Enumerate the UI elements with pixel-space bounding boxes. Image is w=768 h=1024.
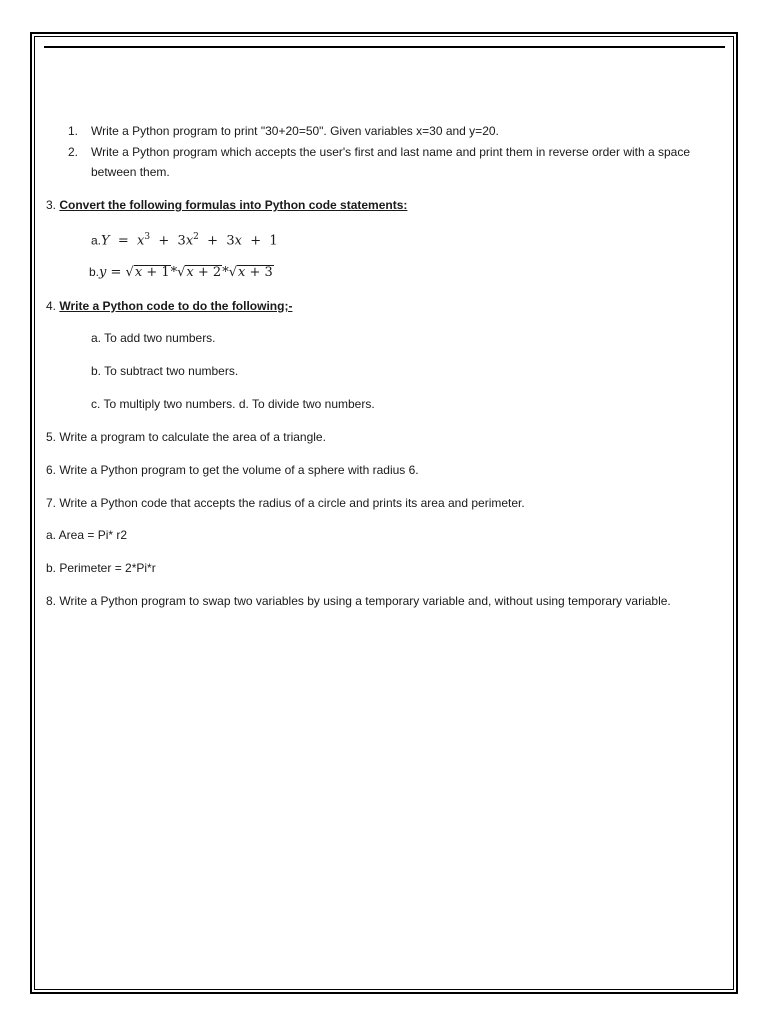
q7b-text: b. Perimeter = 2*Pi*r: [46, 561, 156, 575]
q8-text: 8. Write a Python program to swap two variables by using a temporary variable and, without using temporary variable.: [46, 594, 671, 608]
q1-number: 1.: [68, 124, 79, 138]
q2-number: 2.: [68, 145, 79, 159]
q4-item-a: a. To add two numbers.: [91, 331, 216, 345]
q3-heading: Convert the following formulas into Python code statements:: [59, 198, 408, 212]
q2-text-line1: Write a Python program which accepts the user's first and last name and print them in reverse order with a space: [91, 145, 691, 159]
q3-number: 3.: [46, 198, 57, 212]
formula-b: b.y = √x + 1*√x + 2*√x + 3: [89, 265, 273, 280]
q4-number: 4.: [46, 299, 57, 313]
q3-heading-block: [46, 197, 407, 213]
formula-a: $a.Y = x^3 + 3x^2 + 3x + 1$: [91, 232, 278, 249]
formula-a-prefix: a.: [91, 233, 102, 248]
q1-text: Write a Python program to print "30+20=50". Given variables x=30 and y=20.: [91, 124, 499, 138]
q4-item-c: c. To multiply two numbers. d. To divide two numbers.: [91, 397, 375, 411]
q4-item-b: b. To subtract two numbers.: [91, 364, 239, 378]
q7a-text: a. Area = Pi* r2: [46, 528, 128, 542]
q6-text: 6. Write a Python program to get the volume of a sphere with radius 6.: [46, 463, 419, 477]
header-rule: [44, 46, 725, 48]
q2-text-line2: between them.: [91, 165, 170, 179]
q7-text: 7. Write a Python code that accepts the radius of a circle and prints its area and perimeter.: [46, 496, 525, 510]
q4-heading-block: [46, 298, 292, 314]
q5-text: 5. Write a program to calculate the area of a triangle.: [46, 430, 326, 444]
q4-heading: Write a Python code to do the following;-: [59, 299, 293, 313]
formula-b-prefix: b.: [89, 265, 100, 279]
